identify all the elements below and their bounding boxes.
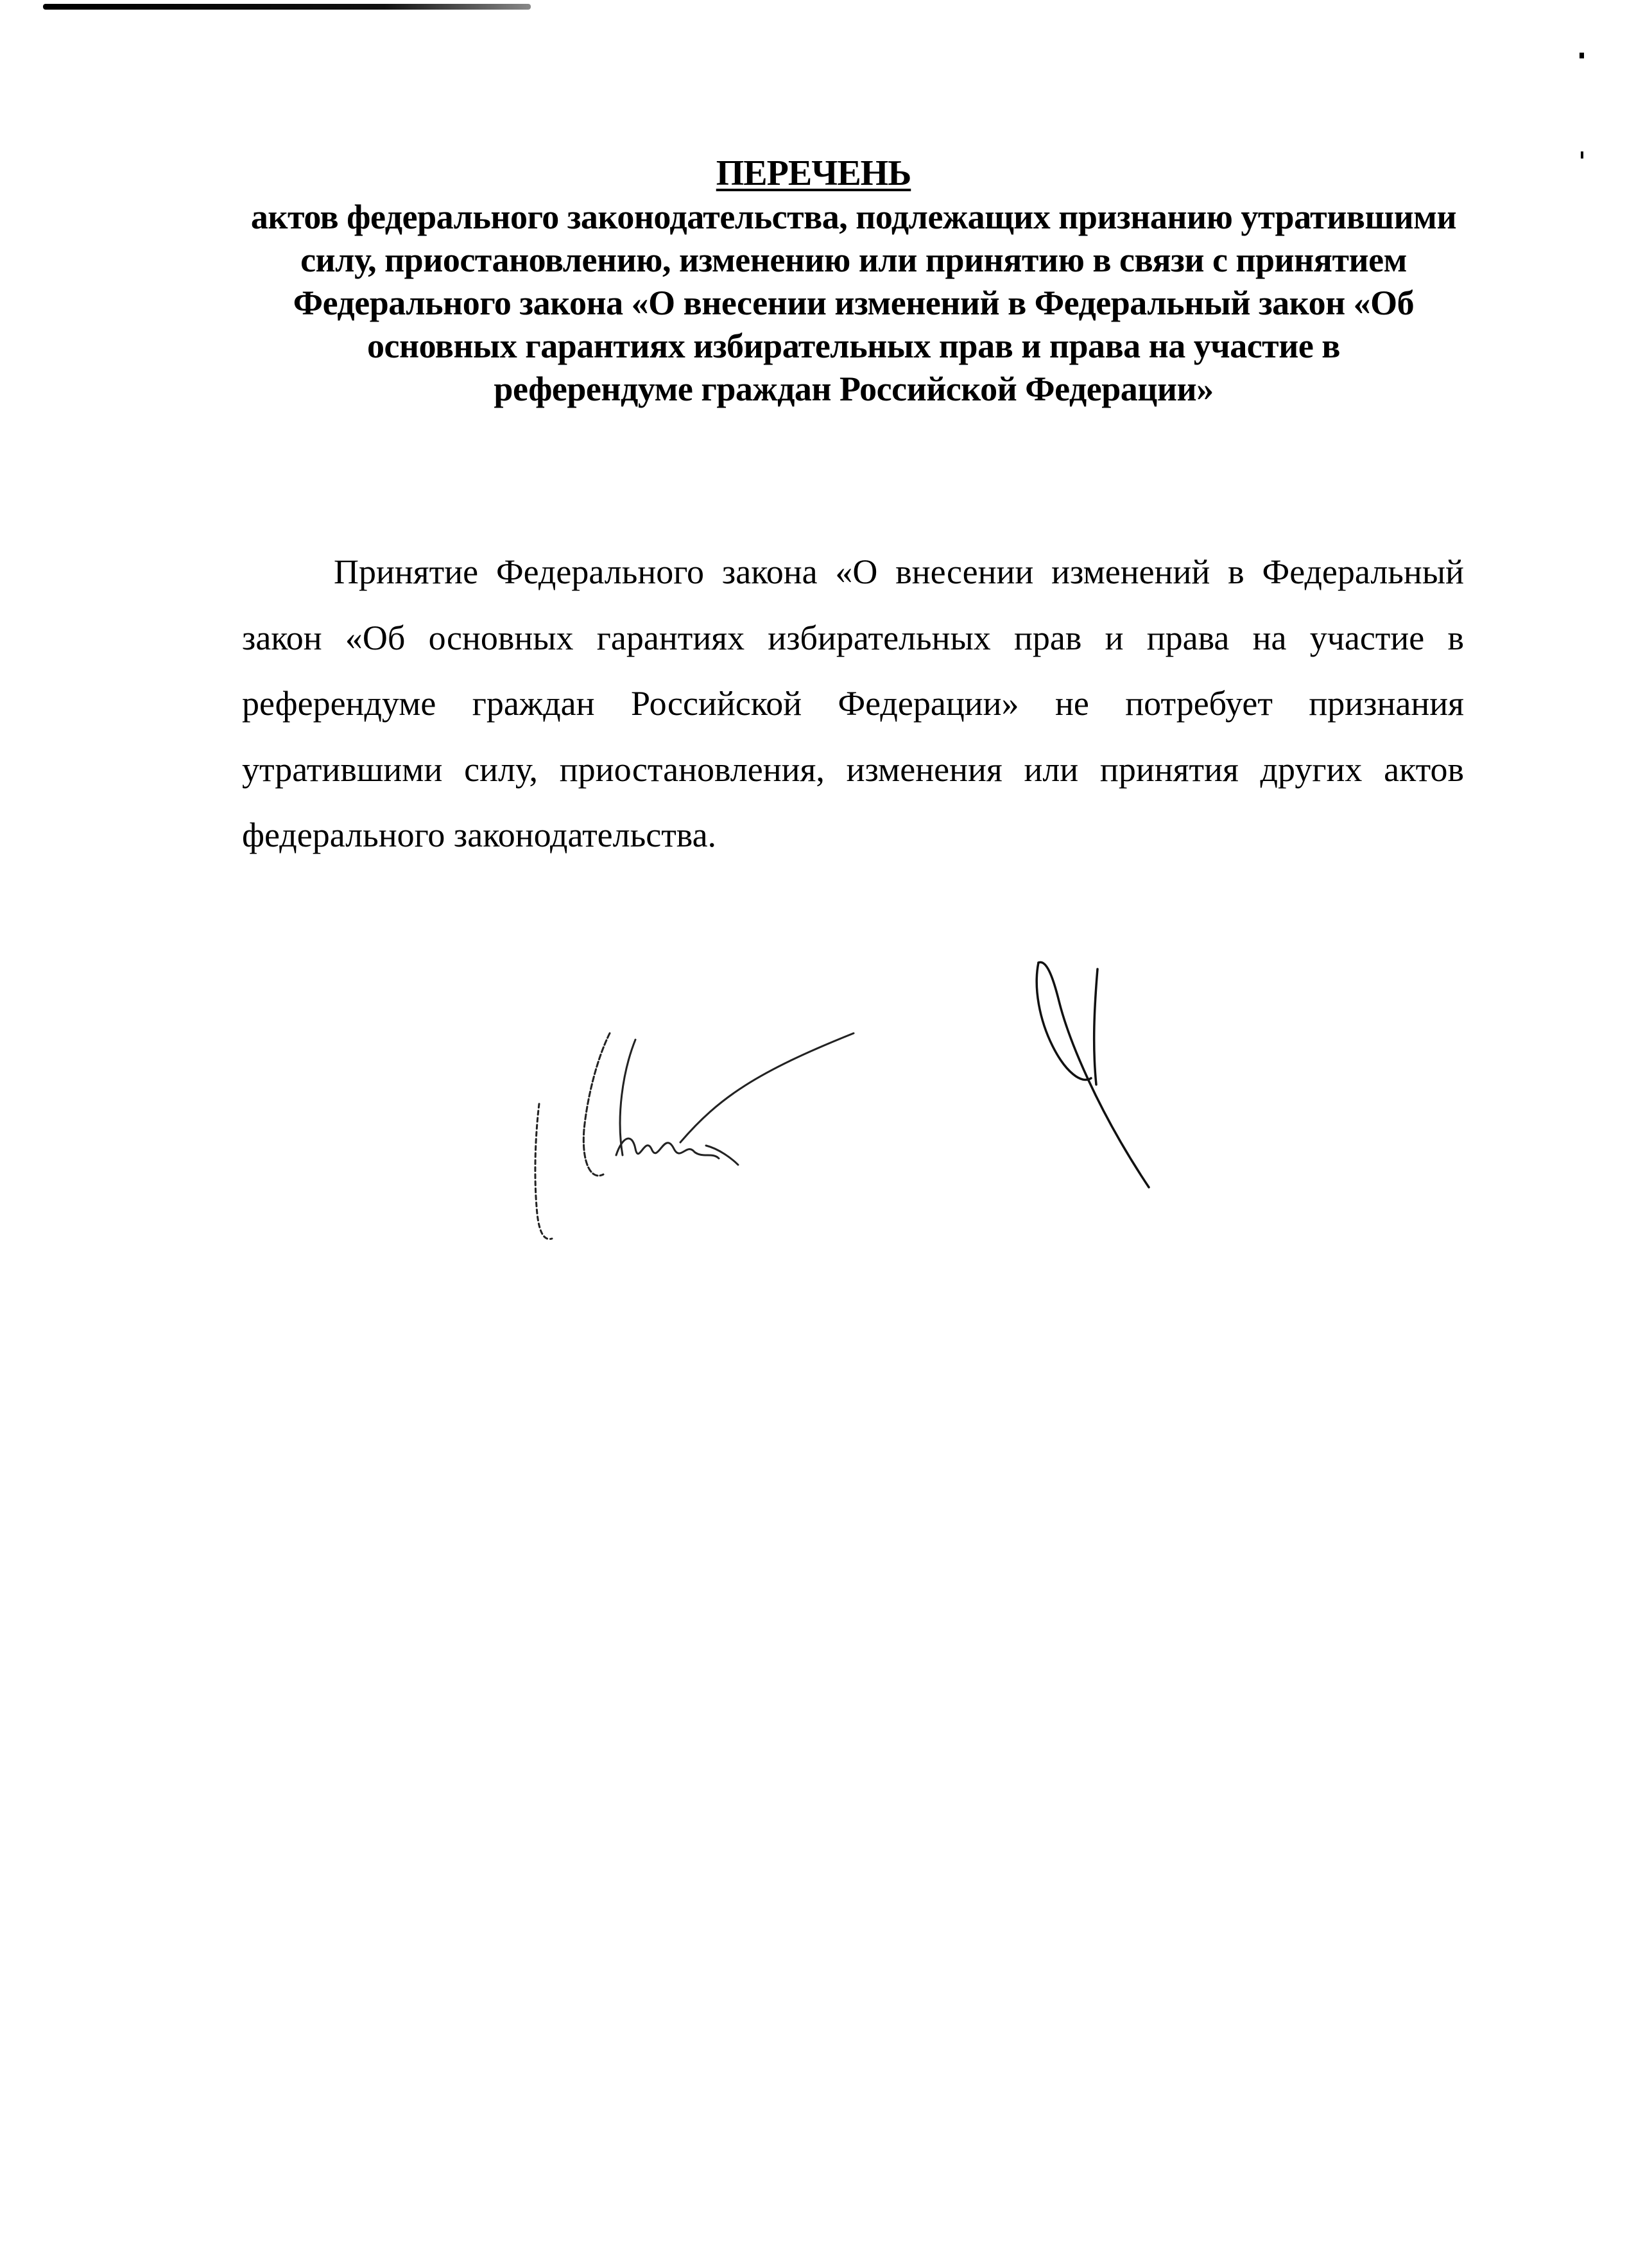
body-line: утратившими силу, приостановления, изменения или принятия других актов xyxy=(242,750,1464,789)
document-heading xyxy=(231,196,1476,411)
signature-right xyxy=(1020,950,1175,1200)
scan-speck xyxy=(1580,53,1584,58)
body-line: Принятие Федерального закона «О внесении изменений в Федеральный xyxy=(334,553,1464,591)
scan-artifact-bar xyxy=(43,4,531,10)
document-title: ПЕРЕЧЕНЬ xyxy=(716,153,911,193)
heading-line: Федерального закона «О внесении изменений в Федеральный закон «Об xyxy=(293,284,1415,322)
body-line: референдуме граждан Российской Федерации» не потребует признания xyxy=(242,684,1464,723)
body-paragraph xyxy=(242,539,1464,868)
heading-line: референдуме граждан Российской Федерации» xyxy=(494,370,1214,408)
heading-line: основных гарантиях избирательных прав и права на участие в xyxy=(367,327,1340,365)
heading-line: актов федерального законодательства, подлежащих признанию утратившими xyxy=(250,198,1457,236)
heading-line: силу, приостановлению, изменению или принятию в связи с принятием xyxy=(300,241,1407,279)
body-line: федерального законодательства. xyxy=(242,816,717,854)
body-line: закон «Об основных гарантиях избирательных прав и права на участие в xyxy=(242,618,1464,657)
signature-left xyxy=(526,1020,873,1258)
